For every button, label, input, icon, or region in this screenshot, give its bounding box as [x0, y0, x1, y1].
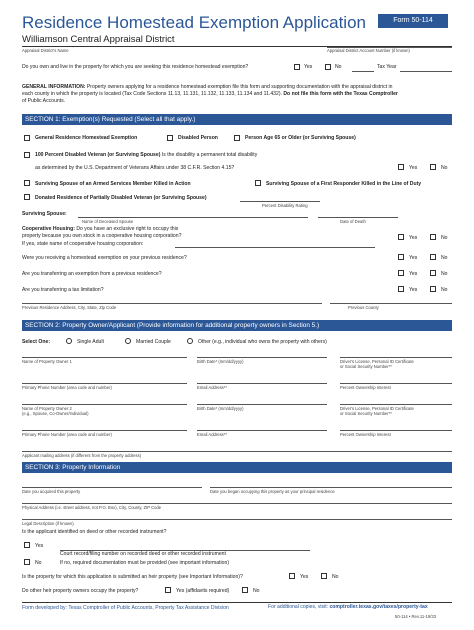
owner2-email-caption: Email Address**	[197, 432, 228, 437]
deed-no-label: No	[35, 560, 42, 566]
owner2-phone-field[interactable]	[22, 430, 187, 431]
age65-checkbox[interactable]	[234, 135, 240, 141]
owner1-percent-caption: Percent Ownership Interest	[340, 385, 391, 390]
deceased-spouse-name-field[interactable]	[78, 217, 308, 218]
other-owner-radio[interactable]	[187, 338, 193, 344]
section1-header: SECTION 1: Exemption(s) Requested (Select all that apply.)	[22, 114, 452, 125]
additional-copies: For additional copies, visit: comptroller.texas.gov/taxes/property-tax	[268, 604, 428, 610]
dv100-yes-label: Yes	[409, 165, 418, 171]
owner1-name-field[interactable]	[22, 357, 187, 358]
form-title: Residence Homestead Exemption Application	[22, 13, 366, 32]
previous-county-field[interactable]	[330, 303, 452, 304]
deed-no-documentation-note: If no, required documentation must be provided (see important information)	[60, 560, 230, 566]
appraisal-district-name: Williamson Central Appraisal District	[22, 34, 175, 45]
coop-corp-name-label: If yes, state name of cooperative housing corporation:	[22, 241, 144, 247]
comptroller-link[interactable]: comptroller.texas.gov/taxes/property-tax	[329, 604, 428, 610]
date-of-death-caption: Date of Death	[340, 219, 366, 224]
percent-disability-field[interactable]	[240, 201, 320, 202]
district-name-caption: Appraisal District's Name	[22, 48, 69, 53]
dv100-no-label: No	[441, 165, 448, 171]
mailing-address-caption: Applicant mailing address (if different from the property address)	[22, 453, 142, 458]
heir-owners-no-checkbox[interactable]	[242, 587, 248, 593]
heir-yes-checkbox[interactable]	[289, 573, 295, 579]
armed-services-checkbox[interactable]	[24, 180, 30, 186]
own-and-live-question: Do you own and live in the property for which you are seeking this residence homestead exemption?	[22, 64, 249, 70]
tax-year-label: Tax Year	[377, 64, 397, 70]
court-record-caption: Court record/filing number on recorded deed or other recorded instrument	[60, 551, 226, 557]
transferring-yes-checkbox[interactable]	[398, 270, 404, 276]
date-began-caption: Date you began occupying this property as your principal residence	[210, 489, 335, 494]
owner2-ssn-caption: or Social Security Number**	[340, 411, 392, 416]
owner1-email-field[interactable]	[197, 383, 327, 384]
own-live-yes-checkbox[interactable]	[294, 64, 300, 70]
physical-address-caption: Physical Address (i.e. street address, not P.O. Box), City, County, ZIP Code	[22, 505, 162, 510]
tax-limitation-yes-label: Yes	[409, 287, 418, 293]
owner2-birth-date-caption: Birth Date* (mm/dd/yyyy)	[197, 406, 244, 411]
receiving-no-checkbox[interactable]	[430, 254, 436, 260]
owner2-percent-caption: Percent Ownership Interest	[340, 432, 391, 437]
first-responder-label: Surviving Spouse of a First Responder Killed in the Line of Duty	[266, 181, 422, 187]
heir-owners-yes-label: Yes (affidavits required)	[176, 588, 230, 594]
deceased-spouse-caption: Name of Deceased Spouse	[82, 219, 134, 224]
deed-question: Is the applicant identified on deed or other recorded instrument?	[22, 529, 167, 535]
own-live-yes-label: Yes	[304, 64, 313, 70]
date-acquired-caption: Date you acquired this property	[22, 489, 81, 494]
transferring-yes-label: Yes	[409, 271, 418, 277]
receiving-no-label: No	[441, 255, 448, 261]
owner1-id-field[interactable]	[340, 357, 452, 358]
single-adult-label: Single Adult	[77, 339, 104, 345]
coop-corp-name-field[interactable]	[175, 247, 375, 248]
deed-yes-label: Yes	[35, 543, 44, 549]
owner1-name-caption: Name of Property Owner 1	[22, 359, 72, 364]
deed-no-checkbox[interactable]	[24, 559, 30, 565]
owner2-name-note: (e.g., Spouse, Co-Owner/Individual)	[22, 411, 89, 416]
receiving-yes-label: Yes	[409, 255, 418, 261]
owner1-phone-caption: Primary Phone Number (area code and number)	[22, 385, 112, 390]
legal-description-caption: Legal Description (if known)	[22, 521, 74, 526]
general-information-line3: of Public Accounts.	[22, 98, 66, 104]
owner2-email-field[interactable]	[197, 430, 327, 431]
owner2-name-caption: Name of Property Owner 2	[22, 406, 72, 411]
dv100-no-checkbox[interactable]	[430, 164, 436, 170]
tax-year-field[interactable]	[352, 71, 374, 72]
donated-residence-checkbox[interactable]	[24, 194, 30, 200]
tax-limitation-question: Are you transferring a tax limitation?	[22, 287, 104, 293]
transferring-no-label: No	[441, 271, 448, 277]
disabled-veteran-100-checkbox[interactable]	[24, 152, 30, 158]
heir-no-checkbox[interactable]	[321, 573, 327, 579]
tax-limitation-yes-checkbox[interactable]	[398, 286, 404, 292]
deed-yes-checkbox[interactable]	[24, 542, 30, 548]
receiving-exemption-question: Were you receiving a homestead exemption on your previous residence?	[22, 255, 187, 261]
married-couple-label: Married Couple	[136, 339, 171, 345]
coop-yes-checkbox[interactable]	[398, 234, 404, 240]
select-one-label: Select One:	[22, 339, 51, 345]
disabled-person-label: Disabled Person	[178, 135, 218, 141]
transferring-no-checkbox[interactable]	[430, 270, 436, 276]
owner1-id-caption: Driver's License, Personal ID Certificate	[340, 359, 414, 364]
dv100-yes-checkbox[interactable]	[398, 164, 404, 170]
form-revision: 50-114 • Rev.11-19/33	[395, 614, 437, 619]
owner2-birth-date-field[interactable]	[197, 404, 327, 405]
form-developed-by: Form developed by: Texas Comptroller of Public Accounts, Property Tax Assistance Division	[22, 605, 229, 611]
mailing-address-field[interactable]	[22, 451, 452, 452]
owner1-percent-field[interactable]	[340, 383, 452, 384]
legal-description-field[interactable]	[22, 519, 452, 520]
heir-property-question: Is the property for which this application is submitted an heir property (see Important Information)?	[22, 574, 243, 580]
tax-limitation-no-label: No	[441, 287, 448, 293]
heir-no-label: No	[332, 574, 339, 580]
surviving-spouse-label: Surviving Spouse:	[22, 211, 67, 217]
coop-yes-label: Yes	[409, 235, 418, 241]
owner1-email-caption: Email Address**	[197, 385, 228, 390]
heir-owners-no-label: No	[253, 588, 260, 594]
receiving-yes-checkbox[interactable]	[398, 254, 404, 260]
physical-address-field[interactable]	[22, 503, 452, 504]
owner1-phone-field[interactable]	[22, 383, 187, 384]
owner2-percent-field[interactable]	[340, 430, 452, 431]
general-information-line1: GENERAL INFORMATION: Property owners applying for a residence homestead exemption file this form and supporting documentation with the appraisal district in	[22, 84, 393, 90]
single-adult-radio[interactable]	[66, 338, 72, 344]
heir-owners-yes-checkbox[interactable]	[165, 587, 171, 593]
own-live-no-checkbox[interactable]	[325, 64, 331, 70]
disabled-veteran-100-line2: as determined by the U.S. Department of Veterans Affairs under 38 C.F.R. Section 4.15?	[35, 165, 235, 171]
owner2-name-field[interactable]	[22, 404, 187, 405]
tax-year-line[interactable]	[400, 71, 452, 72]
general-exemption-checkbox[interactable]	[24, 135, 30, 141]
heir-owners-question: Do other heir property owners occupy the property?	[22, 588, 139, 594]
disabled-veteran-100-label: 100 Percent Disabled Veteran (or Surviving Spouse) Is the disability a permanent total disability	[35, 152, 258, 158]
disabled-person-checkbox[interactable]	[167, 135, 173, 141]
section3-header: SECTION 3: Property Information	[22, 462, 452, 473]
own-live-no-label: No	[335, 64, 342, 70]
cooperative-housing-q2: property because you own stock in a cooperative housing corporation?	[22, 233, 182, 239]
armed-services-label: Surviving Spouse of an Armed Services Member Killed in Action	[35, 181, 191, 187]
cooperative-housing-q1: Cooperative Housing: Do you have an exclusive right to occupy this	[22, 226, 179, 232]
owner1-ssn-caption: or Social Security Number**	[340, 364, 392, 369]
date-of-death-field[interactable]	[318, 217, 398, 218]
owner2-id-field[interactable]	[340, 404, 452, 405]
tax-limitation-no-checkbox[interactable]	[430, 286, 436, 292]
coop-no-checkbox[interactable]	[430, 234, 436, 240]
donated-residence-label: Donated Residence of Partially Disabled Veteran (or Surviving Spouse)	[35, 195, 207, 201]
general-information-line2: each county in which the property is located (Tax Code Sections 11.13, 11.131, 11.132, 11.133, 11.134 and 11.432). Do not file this form with the Texas Comptroller	[22, 91, 398, 97]
first-responder-checkbox[interactable]	[255, 180, 261, 186]
percent-disability-caption: Percent Disability Rating	[262, 203, 308, 208]
date-acquired-field[interactable]	[22, 487, 202, 488]
date-began-field[interactable]	[210, 487, 452, 488]
general-exemption-label: General Residence Homestead Exemption	[35, 135, 138, 141]
married-couple-radio[interactable]	[125, 338, 131, 344]
previous-address-caption: Previous Residence Address, City, State, Zip Code	[22, 305, 117, 310]
owner2-id-caption: Driver's License, Personal ID Certificate	[340, 406, 414, 411]
transferring-exemption-question: Are you transferring an exemption from a previous residence?	[22, 271, 162, 277]
owner2-phone-caption: Primary Phone Number (area code and number)	[22, 432, 112, 437]
coop-no-label: No	[441, 235, 448, 241]
owner1-birth-date-caption: Birth Date* (mm/dd/yyyy)	[197, 359, 244, 364]
age65-label: Person Age 65 or Older (or Surviving Spouse)	[245, 135, 356, 141]
account-number-caption: Appraisal District Account Number (if known)	[327, 48, 410, 53]
owner1-birth-date-field[interactable]	[197, 357, 327, 358]
footer-divider	[22, 602, 452, 603]
previous-county-caption: Previous County	[348, 305, 379, 310]
previous-address-field[interactable]	[22, 303, 322, 304]
form-number-badge: Form 50-114	[378, 14, 448, 28]
heir-yes-label: Yes	[300, 574, 309, 580]
section2-header: SECTION 2: Property Owner/Applicant (Provide information for additional property owners in Section 5.)	[22, 320, 452, 331]
other-owner-label: Other (e.g., individual who owns the property with others)	[198, 339, 327, 345]
